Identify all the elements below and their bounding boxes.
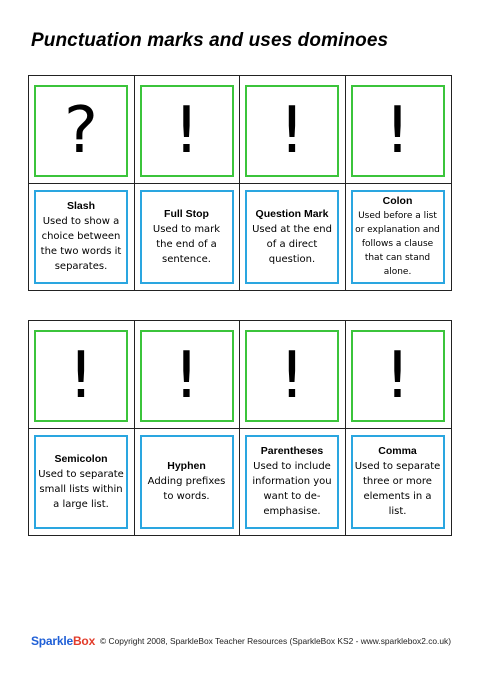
page-title: Punctuation marks and uses dominoes xyxy=(31,30,389,51)
punctuation-mark-box: ! xyxy=(245,85,339,177)
punctuation-mark-box: ! xyxy=(34,330,128,422)
description-box xyxy=(34,435,128,529)
domino-card xyxy=(29,321,135,535)
term-label: Comma xyxy=(378,445,417,457)
term-label: Parentheses xyxy=(260,445,324,457)
term-label: Full Stop xyxy=(164,207,209,220)
punctuation-mark-box: ! xyxy=(351,85,445,177)
description-box xyxy=(140,435,234,529)
logo-text-box: Box xyxy=(72,634,96,648)
term-description: Used to separate three or more elements in a list. xyxy=(354,461,441,517)
domino-row-2 xyxy=(28,320,452,536)
logo-text-sparkle: Sparkle xyxy=(31,634,73,648)
domino-card xyxy=(135,321,241,535)
description-box xyxy=(34,190,128,284)
term-description: Used to separate small lists within a large list. xyxy=(38,468,124,510)
domino-row-1 xyxy=(28,75,452,291)
punctuation-mark-box: ! xyxy=(140,330,234,422)
description-box xyxy=(245,435,339,529)
term-label: Hyphen xyxy=(167,460,206,472)
term-description: Used before a list or explanation and follows a clause that can stand alone. xyxy=(355,211,440,277)
description-box xyxy=(245,190,339,284)
description-box xyxy=(351,435,445,529)
sparklebox-logo xyxy=(31,634,95,648)
punctuation-mark-box: ! xyxy=(245,330,339,422)
domino-card xyxy=(346,321,452,535)
domino-card xyxy=(346,76,452,290)
term-description: Adding prefixes to words. xyxy=(147,476,226,502)
domino-card xyxy=(29,76,135,290)
description-box xyxy=(351,190,445,284)
domino-card xyxy=(240,321,346,535)
term-label: Semicolon xyxy=(54,452,108,465)
domino-card xyxy=(135,76,241,290)
term-label: Question Mark xyxy=(255,207,329,220)
punctuation-mark-box: ! xyxy=(140,85,234,177)
domino-card xyxy=(240,76,346,290)
term-label: Colon xyxy=(382,195,413,207)
term-description: Used at the end of a direct question. xyxy=(252,223,332,265)
term-description: Used to include information you want to de-emphasise. xyxy=(252,461,332,517)
copyright-text: © Copyright 2008, SparkleBox Teacher Resources (SparkleBox KS2 - www.sparklebox2.co.uk) xyxy=(100,636,451,646)
footer xyxy=(31,634,461,648)
term-description: Used to show a choice between the two words it separates. xyxy=(40,216,122,272)
punctuation-mark-box: ? xyxy=(34,85,128,177)
punctuation-mark-box: ! xyxy=(351,330,445,422)
term-description: Used to mark the end of a sentence. xyxy=(152,223,221,265)
description-box xyxy=(140,190,234,284)
term-label: Slash xyxy=(66,200,95,212)
